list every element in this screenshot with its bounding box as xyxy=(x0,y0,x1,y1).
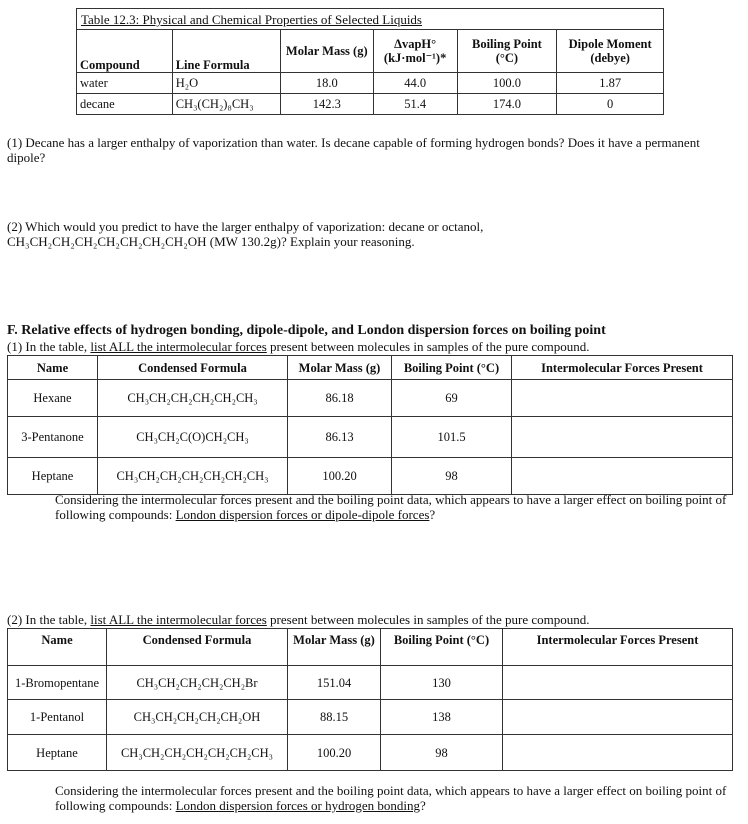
question-2: (2) Which would you predict to have the larger enthalpy of vaporization: decane or octanol, CH₃CH₂CH₂CH₂CH₂CH₂CH₂CH₂OH (MW 130.2g)? Explain your reasoning. xyxy=(7,219,484,249)
cell-mass: 142.3 xyxy=(280,94,373,115)
table1-header-mass: Molar Mass (g) xyxy=(280,30,373,73)
consider-underlined: London dispersion forces or dipole-dipole forces xyxy=(175,507,430,522)
consider-text: Considering the intermolecular forces present and the boiling point data, which appears to have a larger effect on boiling point of following compounds: xyxy=(55,783,727,813)
instruction-text: present between molecules in samples of the pure compound. xyxy=(266,339,590,354)
cell-bp: 174.0 xyxy=(457,94,557,115)
instruction-text: (2) In the table, xyxy=(7,612,91,627)
cell-bp: 100.0 xyxy=(457,73,557,94)
cell-formula: CH₃CH₂CH₂CH₂CH₂OH xyxy=(107,700,288,735)
table1-header-dh: ΔvapH° (kJ·mol⁻¹)* xyxy=(373,30,457,73)
table-f2 xyxy=(7,628,733,771)
instruction-text: (1) In the table, xyxy=(7,339,91,354)
header-name: Name xyxy=(8,356,98,380)
instruction-underlined: list ALL the intermolecular forces xyxy=(90,612,267,627)
table-row xyxy=(8,380,733,417)
table-row xyxy=(77,94,664,115)
consider-text: ? xyxy=(429,507,436,522)
cell-bp: 138 xyxy=(381,700,503,735)
cell-dh: 44.0 xyxy=(373,73,457,94)
cell-mass: 86.18 xyxy=(288,380,392,417)
cell-compound: water xyxy=(77,73,173,94)
cell-name: Hexane xyxy=(8,380,98,417)
cell-mass: 88.15 xyxy=(288,700,381,735)
consider-question-2 xyxy=(55,783,735,813)
cell-name: 1-Bromopentane xyxy=(8,666,107,700)
cell-mass: 18.0 xyxy=(280,73,373,94)
consider-underlined: London dispersion forces or hydrogen bonding xyxy=(175,798,421,813)
table1 xyxy=(76,29,664,115)
consider-text: ? xyxy=(420,798,426,813)
table1-header-compound: Compound xyxy=(77,30,173,73)
cell-bp: 130 xyxy=(381,666,503,700)
cell-formula: H₂O xyxy=(172,73,280,94)
cell-bp: 101.5 xyxy=(392,417,512,458)
instruction-underlined: list ALL the intermolecular forces xyxy=(90,339,267,354)
cell-name: Heptane xyxy=(8,735,107,771)
cell-formula: CH₃CH₂CH₂CH₂CH₂CH₂CH₃ xyxy=(98,458,288,495)
cell-formula: CH₃CH₂C(O)CH₂CH₃ xyxy=(98,417,288,458)
cell-mass: 100.20 xyxy=(288,735,381,771)
cell-formula: CH₃CH₂CH₂CH₂CH₂CH₃ xyxy=(98,380,288,417)
cell-formula: CH₃(CH₂)₈CH₃ xyxy=(172,94,280,115)
header-formula: Condensed Formula xyxy=(107,629,288,666)
cell-name: 3-Pentanone xyxy=(8,417,98,458)
cell-mass: 100.20 xyxy=(288,458,392,495)
header-mass: Molar Mass (g) xyxy=(288,629,381,666)
cell-name: Heptane xyxy=(8,458,98,495)
cell-dh: 51.4 xyxy=(373,94,457,115)
consider-text: Considering the intermolecular forces present and the boiling point data, which appears to have a larger effect on boiling point of following compounds: xyxy=(55,492,727,522)
header-bp: Boiling Point (°C) xyxy=(392,356,512,380)
table1-header-bp: Boiling Point (°C) xyxy=(457,30,557,73)
section-f-title: F. Relative effects of hydrogen bonding, dipole-dipole, and London dispersion forces on boiling point xyxy=(7,323,606,338)
cell-formula: CH₃CH₂CH₂CH₂CH₂CH₂CH₃ xyxy=(107,735,288,771)
table1-header-dipole: Dipole Moment (debye) xyxy=(557,30,664,73)
header-formula: Condensed Formula xyxy=(98,356,288,380)
instruction-text: present between molecules in samples of the pure compound. xyxy=(266,612,590,627)
cell-mass: 86.13 xyxy=(288,417,392,458)
cell-dipole: 0 xyxy=(557,94,664,115)
cell-forces-input[interactable] xyxy=(503,700,733,735)
cell-bp: 69 xyxy=(392,380,512,417)
table-row xyxy=(8,666,733,700)
cell-bp: 98 xyxy=(392,458,512,495)
header-mass: Molar Mass (g) xyxy=(288,356,392,380)
cell-forces-input[interactable] xyxy=(503,666,733,700)
cell-compound: decane xyxy=(77,94,173,115)
section-f-instruction-2 xyxy=(7,612,747,627)
table-row xyxy=(8,735,733,771)
cell-name: 1-Pentanol xyxy=(8,700,107,735)
header-name: Name xyxy=(8,629,107,666)
table-f1 xyxy=(7,355,733,495)
cell-dipole: 1.87 xyxy=(557,73,664,94)
question-1: (1) Decane has a larger enthalpy of vaporization than water. Is decane capable of forming hydrogen bonds? Does it have a permanent dipole? xyxy=(7,135,700,165)
header-bp: Boiling Point (°C) xyxy=(381,629,503,666)
cell-forces-input[interactable] xyxy=(512,417,733,458)
section-f-instruction-1 xyxy=(7,339,747,354)
cell-forces-input[interactable] xyxy=(503,735,733,771)
table1-header-formula: Line Formula xyxy=(172,30,280,73)
table1-caption xyxy=(76,8,664,30)
consider-question-1 xyxy=(55,492,735,522)
table-row xyxy=(8,417,733,458)
header-forces: Intermolecular Forces Present xyxy=(503,629,733,666)
cell-forces-input[interactable] xyxy=(512,380,733,417)
cell-bp: 98 xyxy=(381,735,503,771)
cell-mass: 151.04 xyxy=(288,666,381,700)
table-row xyxy=(77,73,664,94)
table-row xyxy=(8,458,733,495)
cell-forces-input[interactable] xyxy=(512,458,733,495)
table1-caption-text: Table 12.3: Physical and Chemical Properties of Selected Liquids xyxy=(81,12,422,27)
cell-formula: CH₃CH₂CH₂CH₂CH₂Br xyxy=(107,666,288,700)
header-forces: Intermolecular Forces Present xyxy=(512,356,733,380)
table-row xyxy=(8,700,733,735)
